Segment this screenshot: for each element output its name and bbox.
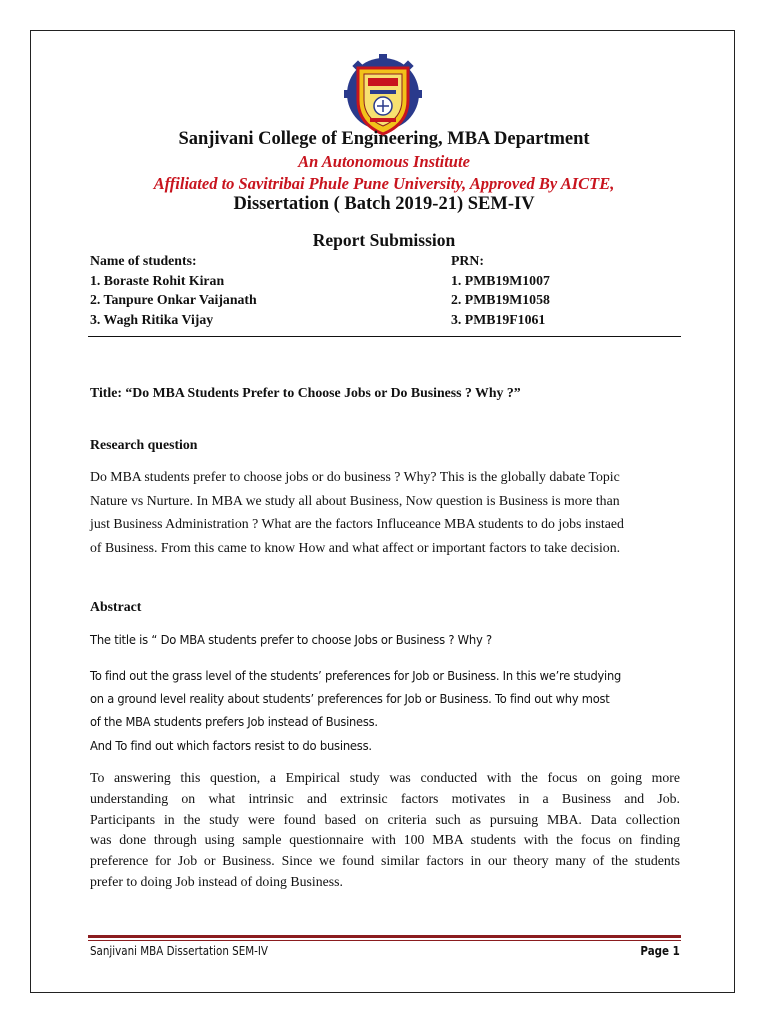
dissertation-heading: Dissertation ( Batch 2019-21) SEM-IV (233, 194, 535, 214)
abstract-heading: Abstract (90, 599, 142, 614)
footer-rule-thin (88, 940, 681, 941)
students-table (90, 251, 680, 329)
footer-document-name: Sanjivani MBA Dissertation SEM-IV (90, 944, 268, 958)
college-logo-emblem (344, 54, 422, 138)
paragraph-line: To answering this question, a Empirical study was conducted with the focus on going more (90, 770, 680, 785)
paragraph-line: To find out the grass level of the students’ preferences for Job or Business. In this we’re studying (90, 669, 622, 683)
paragraph-line: of Business. From this came to know How and what affect or important factors to take decision. (90, 539, 621, 555)
student-name: 2. Tanpure Onkar Vaijanath (90, 292, 257, 308)
prn-header: PRN: (451, 253, 484, 268)
paragraph-line: understanding on what intrinsic and extrinsic factors motivates in a Business and Job. (90, 790, 680, 806)
student-prn: 2. PMB19M1058 (451, 292, 550, 308)
dissertation-title: Title: “Do MBA Students Prefer to Choose Jobs or Do Business ? Why ?” (90, 385, 521, 400)
paragraph-line: Participants in the study were found based on criteria such as pursuing MBA. Data collection (90, 811, 680, 827)
student-prn: 3. PMB19F1061 (451, 311, 546, 327)
footer-page-number: Page 1 (640, 944, 680, 958)
paragraph-line: of the MBA students prefers Job instead of Business. (90, 715, 378, 729)
student-name: 1. Boraste Rohit Kiran (90, 272, 225, 288)
paragraph-line: on a ground level reality about students’ preferences for Job or Business. To find out why most (90, 692, 610, 706)
paragraph-line: was done through using sample questionnaire with 100 MBA students with the focus on finding (90, 832, 680, 848)
footer-rule-thick (88, 935, 681, 938)
student-row (90, 310, 680, 330)
student-name: 3. Wagh Ritika Vijay (90, 311, 214, 327)
student-prn: 1. PMB19M1007 (451, 272, 550, 288)
research-question-heading: Research question (90, 437, 198, 452)
paragraph-line: just Business Administration ? What are the factors Influceance MBA students to do jobs instaed (90, 516, 624, 532)
section-divider (88, 336, 681, 337)
college-heading: Sanjivani College of Engineering, MBA Department (178, 129, 590, 149)
paragraph-line: Nature vs Nurture. In MBA we study all about Business, Now question is Business is more than (90, 492, 620, 508)
report-heading: Report Submission (312, 230, 456, 250)
abstract-title-line: The title is “ Do MBA students prefer to choose Jobs or Business ? Why ? (90, 633, 492, 647)
paragraph-line: Do MBA students prefer to choose jobs or do business ? Why? This is the globally dabate Topic (90, 469, 620, 484)
autonomous-line: An Autonomous Institute (298, 152, 470, 171)
abstract-purpose-paragraph (90, 665, 621, 734)
paragraph-line: preference for Job or Business. Since we found similar factors in our theory many of the students (90, 853, 680, 869)
name-header: Name of students: (90, 253, 197, 268)
abstract-factors-line: And To find out which factors resist to do business. (90, 739, 372, 753)
research-question-paragraph (90, 465, 690, 559)
students-header-row (90, 251, 680, 271)
student-row (90, 271, 680, 291)
student-row (90, 290, 680, 310)
affiliation-line: Affiliated to Savitribai Phule Pune University, Approved By AICTE, (153, 174, 615, 193)
abstract-method-paragraph (90, 768, 680, 893)
paragraph-line: prefer to doing Job instead of doing Business. (90, 873, 343, 889)
